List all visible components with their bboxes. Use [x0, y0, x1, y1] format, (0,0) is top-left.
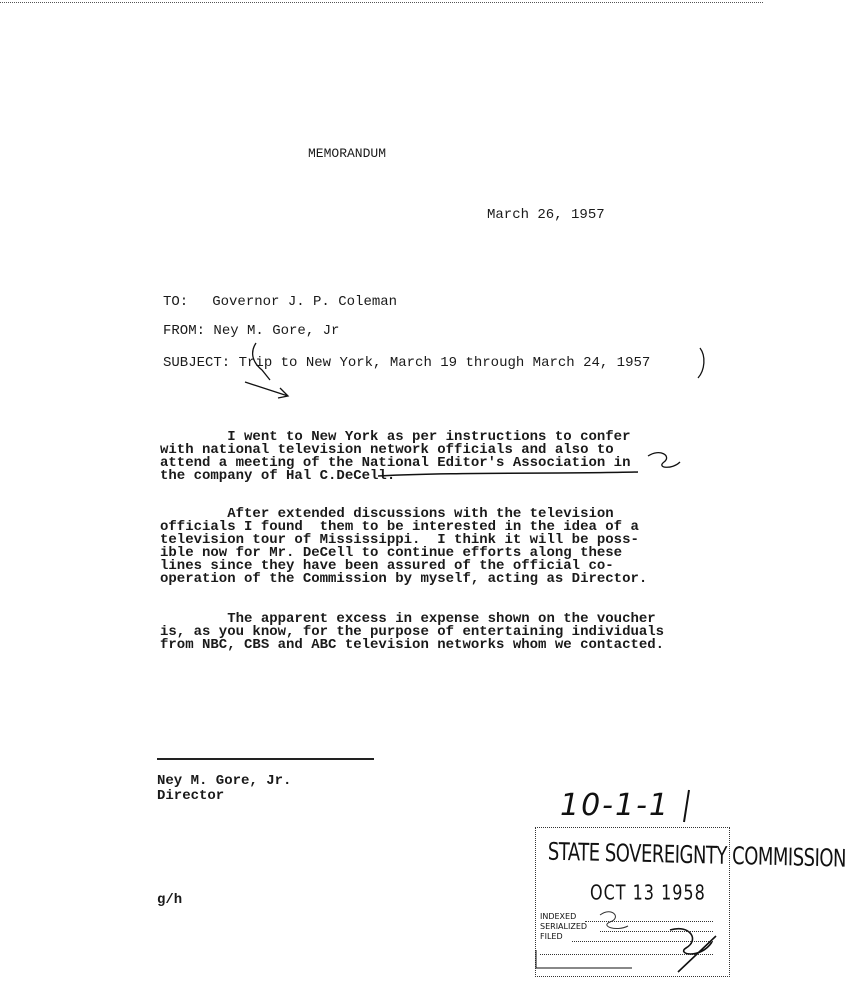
signature-name: Ney M. Gore, Jr.	[157, 773, 292, 789]
file-number: 10-1-1	[560, 788, 670, 823]
to-value: Governor J. P. Coleman	[212, 294, 398, 310]
stamp-agency: STATE SOVEREIGNTY COMMISSION	[547, 838, 846, 874]
stamp-filed-label: FILED	[540, 932, 563, 941]
subject-value: Trip to New York, March 19 through March 24, 1957	[238, 355, 651, 371]
subject-label: SUBJECT:	[163, 355, 231, 371]
body-paragraph: The apparent excess in expense shown on the voucher is, as you know, for the purpose of entertaining individuals from NBC, CBS and ABC television networks whom we contacted.	[160, 611, 665, 653]
arrow-mark	[245, 382, 288, 398]
stamp-indexed-label: INDEXED	[540, 912, 577, 921]
stamp-bracket	[536, 950, 632, 968]
stamp-date: OCT 13 1958	[590, 880, 706, 905]
typist-initials: g/h	[157, 892, 183, 908]
stamp-scribble	[670, 929, 716, 972]
stamp-serialized-label: SERIALIZED	[540, 922, 588, 931]
from-value: Ney M. Gore, Jr	[213, 323, 340, 339]
memo-title: MEMORANDUM	[308, 146, 387, 161]
underline-mark	[378, 472, 638, 476]
paren-mark	[698, 348, 704, 378]
memo-date: March 26, 1957	[487, 207, 605, 223]
stamp-scribble	[600, 912, 628, 929]
stamp-tick	[684, 790, 689, 822]
to-label: TO:	[163, 294, 189, 310]
check-mark	[253, 343, 270, 380]
scribble-mark	[648, 453, 680, 468]
body-paragraph: I went to New York as per instructions to confer with national television network officials and also to attend a meeting of the National Editor's Association in the company of Hal C.DeCell.	[160, 429, 631, 484]
from-label: FROM:	[163, 323, 206, 339]
signature-title: Director	[157, 788, 225, 804]
body-paragraph: After extended discussions with the television officials I found them to be interested in the idea of a television tour of Mississippi. I think it will be poss- ible now for Mr. DeCell to continue efforts along these lines since they have been assured of the official co- operation of the Commission by myself, acting as Director.	[160, 506, 648, 587]
